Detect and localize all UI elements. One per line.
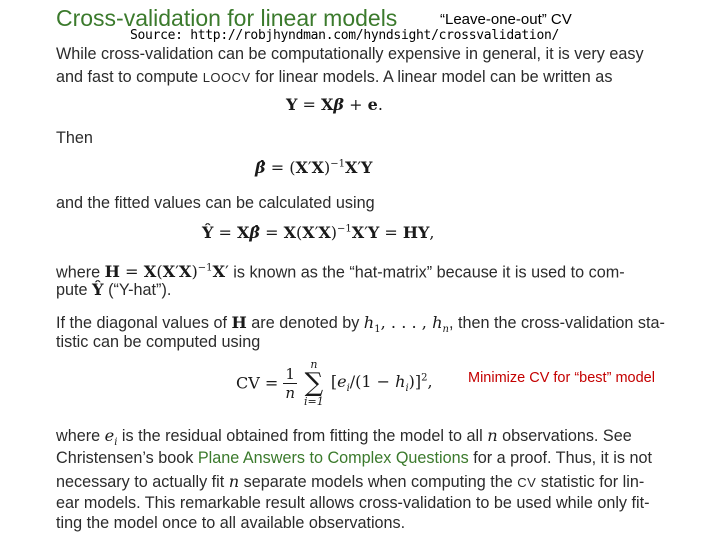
source-citation: Source: http://robjhyndman.com/hyndsight/crossvalidation/ [130,28,560,43]
hat-matrix-line-2: pute Ŷ (“Y-hat”). [56,280,172,299]
final-line-1: where $e_i$ is the residual obtained from fitting the model to all n observations. See [56,426,632,449]
fitted-values-text: and the fitted values can be calculated using [56,194,375,212]
final-line-2: Christensen’s book Plane Answers to Complex Questions for a proof. Thus, it is not [56,449,652,467]
intro-line-1: While cross-validation can be computationally expensive in general, it is very easy [56,45,644,63]
diagonal-line-1: If the diagonal values of H are denoted by $h_1$, . . . , $h_n$, then the cross-validation sta- [56,313,665,336]
equation-cv: CV = $\frac{1}{n}$ n ∑ i=1 $[e_i/(1 - h_i)]^2$, [236,358,433,408]
loocv-annotation: “Leave-one-out” CV [440,11,572,28]
final-line-5: ting the model once to all available observations. [56,514,406,532]
equation-y-hat: Ŷ = Xβ̂ = $X(X'X)^{-1}X'Y$ = HY, [202,223,435,242]
callout-minimize-cv: Minimize CV for “best” model [468,370,655,386]
equation-linear-model: Y = Xβ + e. [286,95,383,114]
hat-matrix-line-1: where $H = X(X'X)^{-1}X'$ is known as the “hat-matrix” because it is used to com- [56,262,625,282]
then-text: Then [56,129,93,147]
equation-beta-hat: β̂ = $(X'X)^{-1}X'Y$ [255,158,373,177]
loocv-abbrev: LOOCV [202,70,251,85]
book-link[interactable]: Plane Answers to Complex Questions [197,449,469,467]
slide-title: Cross-validation for linear models [56,5,398,31]
final-line-3: necessary to actually fit n separate models when computing the CV statistic for lin- [56,472,645,491]
final-line-4: ear models. This remarkable result allows cross-validation to be used while only fit- [56,494,650,512]
intro-line-2: and fast to compute LOOCV for linear models. A linear model can be written as [56,68,613,86]
diagonal-line-2: tistic can be computed using [56,333,261,351]
